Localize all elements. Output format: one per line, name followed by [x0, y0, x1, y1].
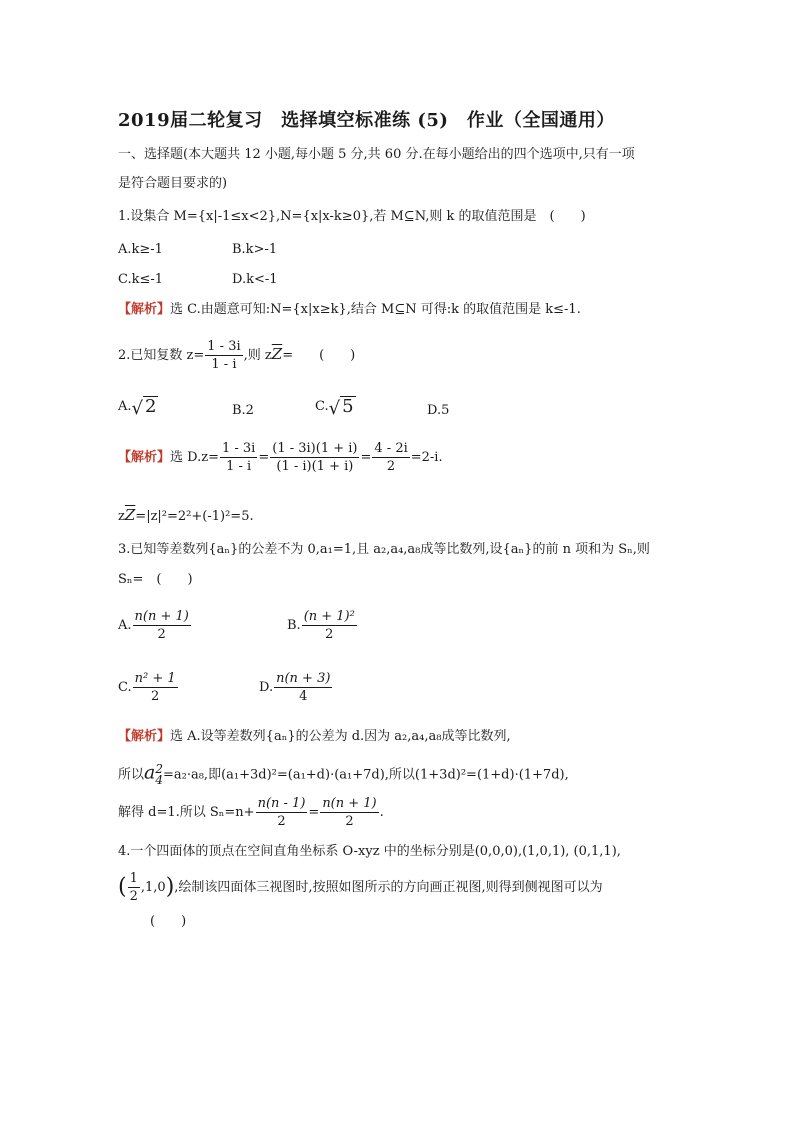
q1-answer	[118, 302, 581, 318]
q3-answer3-f2-num: n(n + 1)	[322, 796, 377, 811]
q2-ans-frac1	[220, 440, 257, 475]
q3-option-b	[287, 608, 358, 643]
q3-option-c	[118, 670, 179, 705]
q2-option-d: D.5	[427, 403, 450, 418]
q4-paren-open: (	[118, 874, 127, 900]
q2-stem	[118, 338, 355, 373]
q2-frac-num: 1 - 3i	[207, 339, 241, 354]
q3-answer3-f2-den: 2	[345, 814, 354, 829]
q4-stem-line2-rest: ,绘制该四面体三视图时,按照如图所示的方向画正视图,则得到侧视图可以为	[174, 880, 603, 895]
jiexi-label: 【解析】	[118, 450, 171, 465]
jiexi-label: 【解析】	[118, 302, 171, 317]
q3-answer3-pre: 解得 d=1.所以 Sₙ=n+	[118, 805, 255, 820]
q3-answer-line1	[118, 729, 511, 745]
q1-option-d: D.k<-1	[232, 272, 278, 287]
section-heading-line1: 一、选择题(本大题共 12 小题,每小题 5 分,共 60 分.在每小题给出的四个选项中,只有一项	[118, 147, 635, 162]
q3-answer2-a: a	[144, 761, 156, 784]
q3-opt-c-frac	[133, 670, 178, 705]
q2-ans-f1-den: 1 - i	[226, 459, 252, 474]
q1-answer-text: 选 C.由题意可知:N={x|x≥k},结合 M⊆N 可得:k 的取值范围是 k≤-1.	[170, 302, 581, 317]
q4-stem-line3: ( )	[150, 914, 187, 929]
q4-coord-frac	[128, 870, 140, 905]
q3-answer3-f1-num: n(n - 1)	[257, 796, 306, 811]
q3-opt-a-frac	[133, 608, 191, 643]
q2-ans-end: =2-i.	[410, 450, 443, 465]
q1-option-a: A.k≥-1	[118, 242, 163, 257]
q3-opt-c-num: n² + 1	[134, 671, 176, 686]
q2-answer: 【解析】选 D.z= $\frac{1 - 3i}{1 - i}$ = $\frac{(1 - 3i)(1 + i)}{(1 - i)(1 + i)}$ = $\frac{4 - 2i}{2}$ =2-i.	[118, 441, 443, 474]
q2-fraction	[205, 338, 242, 373]
q2-option-a	[118, 396, 158, 417]
q2-opt-a-label: A.	[118, 399, 132, 414]
q1-option-b: B.k>-1	[232, 242, 278, 257]
q3-answer-line3	[118, 795, 384, 830]
jiexi-label: 【解析】	[118, 729, 171, 744]
q3-opt-c-den: 2	[150, 689, 160, 704]
q3-opt-b-frac	[302, 608, 357, 643]
q2-answer-line2	[118, 507, 254, 525]
q2-stem-pre: 2.已知复数 z=	[118, 348, 205, 363]
q3-opt-b-label: B.	[287, 618, 301, 633]
q2-frac-den: 1 - i	[211, 357, 237, 372]
q3-answer2-sub: 4	[155, 773, 163, 787]
q2-opt-c-radicand: 5	[342, 396, 354, 417]
q3-answer3-end: .	[379, 805, 384, 820]
q2-option-c	[315, 396, 356, 417]
q2-ans-f1-num: 1 - 3i	[221, 441, 256, 456]
q3-option-a	[118, 608, 192, 643]
q2-ans-frac2	[270, 440, 359, 475]
q3-opt-d-frac	[274, 670, 332, 705]
q4-coord-rest: ,1,0	[140, 880, 166, 895]
q3-stem-line1: 3.已知等差数列{aₙ}的公差不为 0,a₁=1,且 a₂,a₄,a₈成等比数列,设{aₙ}的前 n 项和为 Sₙ,则	[118, 542, 650, 557]
q2-ans-frac3	[372, 440, 409, 475]
q4-stem-line1: 4.一个四面体的顶点在空间直角坐标系 O-xyz 中的坐标分别是(0,0,0),(1,0,1), (0,1,1),	[118, 844, 621, 859]
q3-answer-line2	[118, 761, 569, 787]
q2-option-b: B.2	[232, 403, 254, 418]
q4-paren-close: )	[165, 874, 175, 900]
sqrt-icon: √ 2	[131, 396, 157, 419]
q3-opt-d-label: D.	[259, 680, 274, 695]
q3-opt-a-label: A.	[118, 618, 132, 633]
q2-stem-post: ,则 z	[243, 348, 272, 363]
q3-answer2-pre: 所以	[118, 767, 145, 783]
q3-answer3-eq: =	[308, 805, 320, 820]
q3-opt-d-num: n(n + 3)	[276, 671, 331, 686]
q4-coord-frac-den: 2	[129, 889, 138, 904]
page-title: 2019届二轮复习 选择填空标准练 (5) 作业（全国通用）	[118, 110, 615, 131]
q3-answer1: 选 A.设等差数列{aₙ}的公差为 d.因为 a₂,a₄,a₈成等比数列,	[170, 729, 511, 744]
sqrt-icon: √ 5	[328, 396, 354, 419]
q2-ans-f3-num: 4 - 2i	[374, 441, 408, 456]
q2-opt-c-label: C.	[315, 399, 329, 414]
q3-opt-a-num: n(n + 1)	[134, 609, 189, 624]
q3-opt-c-label: C.	[118, 680, 132, 695]
q1-option-c: C.k≤-1	[118, 272, 164, 287]
q3-opt-a-den: 2	[157, 627, 166, 642]
q2-ans-f3-den: 2	[386, 459, 396, 474]
q2-ans2-zbar: $\overline{Z}$	[124, 506, 136, 524]
q3-option-d	[259, 670, 333, 705]
q1-stem: 1.设集合 M={x|-1≤x<2},N={x|x-k≥0},若 M⊆N,则 k 的取值范围是 ( )	[118, 209, 586, 224]
q2-ans2-pre: z	[118, 509, 125, 524]
q2-ans-f2-num: (1 - 3i)(1 + i)	[272, 441, 358, 456]
q3-answer2-subsup	[155, 764, 163, 786]
section-heading-line2: 是符合题目要求的)	[118, 176, 228, 191]
q4-stem-line2	[118, 870, 603, 905]
q3-answer2-sup: 2	[155, 762, 163, 776]
q3-stem-line2: Sₙ= ( )	[118, 572, 193, 587]
q2-zbar: $\overline{Z}$	[271, 345, 283, 363]
q4-coord-frac-num: 1	[129, 871, 138, 886]
q2-ans-pre: 选 D.z=	[170, 450, 219, 465]
q3-answer3-frac2	[320, 795, 378, 830]
q3-opt-d-den: 4	[299, 689, 308, 704]
q2-stem-end: = ( )	[282, 348, 356, 363]
q2-ans-f2-den: (1 - i)(1 + i)	[276, 459, 354, 474]
q3-answer3-frac1	[256, 795, 308, 830]
q3-opt-b-den: 2	[325, 627, 334, 642]
q3-answer2-post: =a₂·a₈,即(a₁+3d)²=(a₁+d)·(a₁+7d),所以(1+3d)²=(1+d)·(1+7d),	[162, 767, 569, 783]
q3-opt-b-num: (n + 1)²	[303, 609, 355, 624]
q3-answer3-f1-den: 2	[277, 814, 286, 829]
q2-ans2-post: =|z|²=2²+(-1)²=5.	[135, 509, 254, 524]
q2-opt-a-radicand: 2	[145, 396, 157, 417]
